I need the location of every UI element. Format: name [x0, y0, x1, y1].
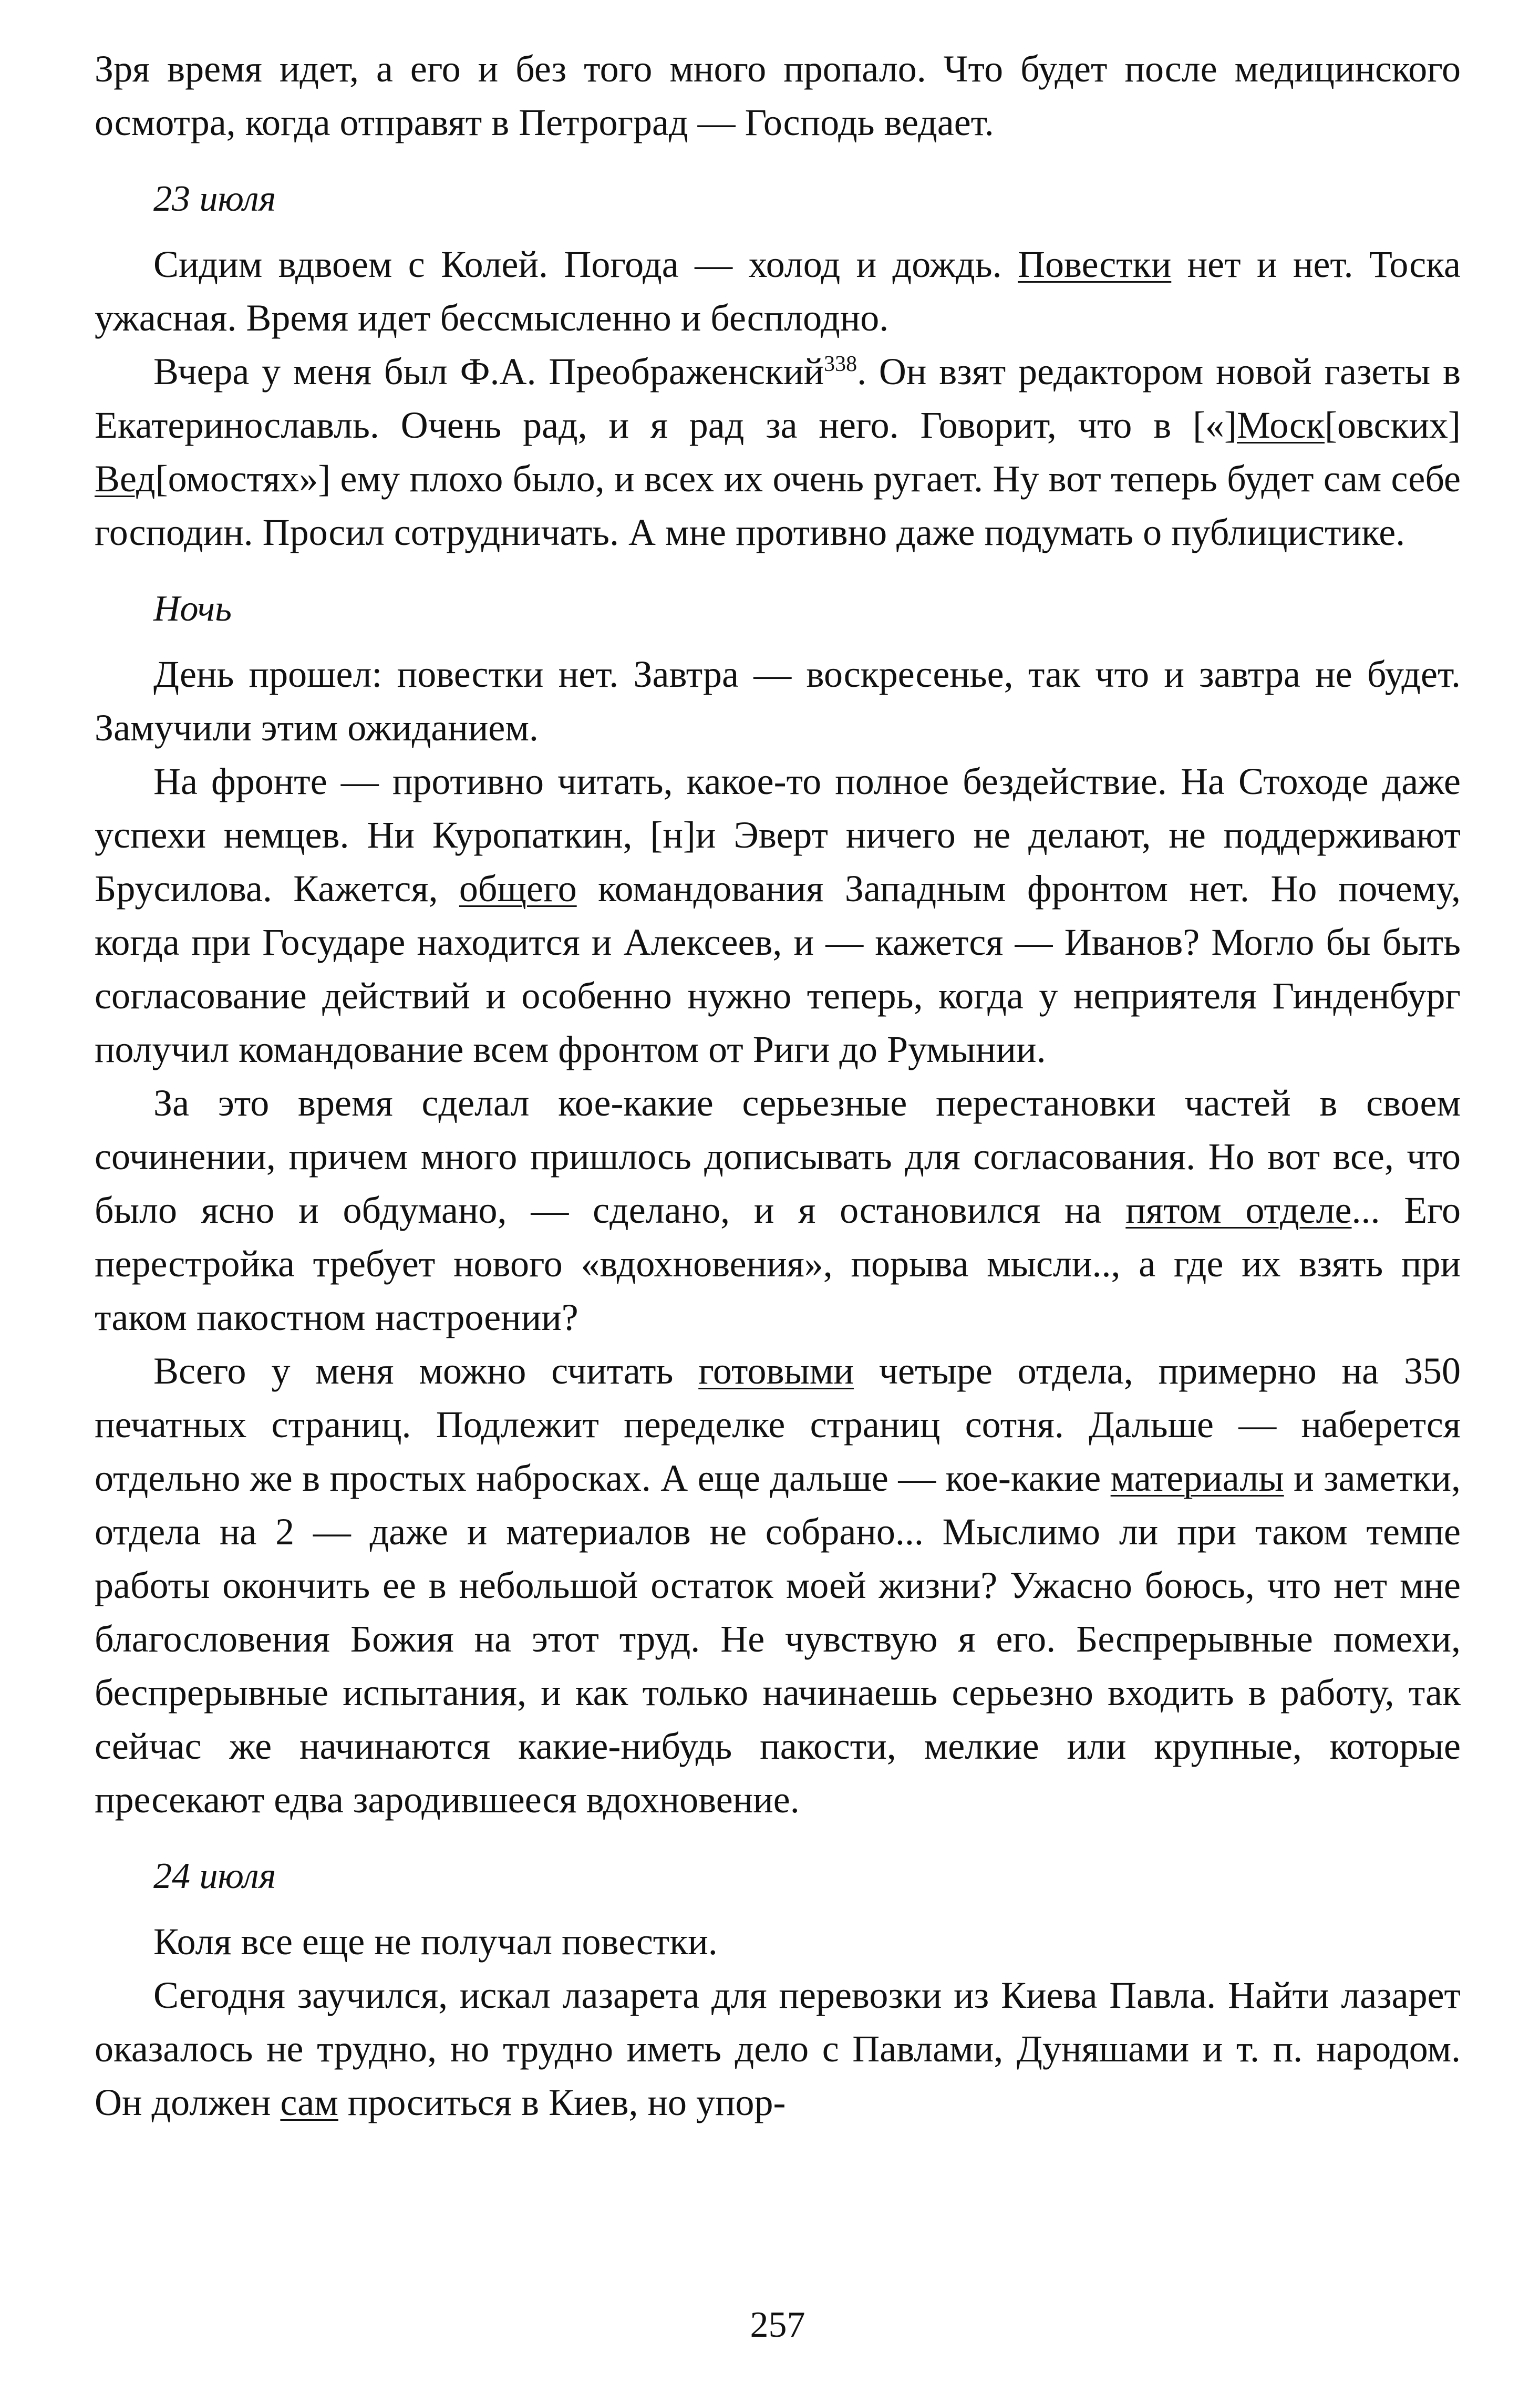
page-text	[95, 42, 1461, 2129]
paragraph-text: За это время сделал кое-какие серьезные перестановки частей в своем сочинении, причем много пришлось дописывать для согласования. Но вот все, что было ясно и обдумано, — сделано, и я остановился на	[95, 1082, 1461, 1231]
date-heading: 23 июля	[153, 179, 276, 219]
paragraph-text: четыре отдела, примерно на 350 печатных страниц. Подлежит переделке страниц сотня. Дальше — наберется отдельно же в простых набросках. А еще дальше — кое-какие	[95, 1350, 1461, 1499]
paragraph-text: нет и нет. Тоска ужасная. Время идет бессмысленно и бесплодно.	[95, 243, 1461, 339]
paragraph-text: ... Его перестройка требует нового «вдохновения», порыва мысли.., а где их взять при таком пакостном настроении?	[95, 1189, 1461, 1338]
paragraph	[95, 1076, 1461, 1344]
paragraph-text: Сидим вдвоем с Колей. Погода — холод и дождь.	[153, 243, 1018, 285]
paragraph-text: Вчера у меня был Ф.А. Преображенский	[153, 350, 824, 393]
paragraph	[95, 42, 1461, 149]
paragraph-text: [овских]	[1325, 404, 1461, 446]
paragraph	[95, 755, 1461, 1076]
underlined-word: общего	[459, 868, 577, 910]
underlined-word: Моск	[1237, 404, 1325, 446]
paragraph-text: и заметки, отдела на 2 — даже и материалов не собрано... Мыслимо ли при таком темпе работы окончить ее в небольшой остаток моей жизни? Ужасно боюсь, что нет мне благословения Божия на этот труд. Не чувствую я его. Беспрерывные помехи, беспрерывные испытания, и как только начинаешь серьезно входить в работу, так сейчас же начинаются какие-нибудь пакости, мелкие или крупные, которые пресекают едва зародившееся вдохновение.	[95, 1457, 1461, 1821]
underlined-word: материалы	[1110, 1457, 1284, 1499]
paragraph	[95, 1968, 1461, 2129]
underlined-word: пятом отделе	[1125, 1189, 1352, 1231]
paragraph	[95, 1344, 1461, 1827]
underlined-word: Повестки	[1018, 243, 1172, 285]
underlined-word: готовыми	[698, 1350, 854, 1392]
paragraph-text: [омостях»] ему плохо было, и всех их очень ругает. Ну вот теперь будет сам себе господин. Просил сотрудничать. А мне противно даже подумать о публицистике.	[95, 458, 1461, 553]
underlined-word: сам	[280, 2081, 338, 2123]
date-heading: Ночь	[153, 589, 232, 629]
paragraph-text: День прошел: повестки нет. Завтра — воскресенье, так что и завтра не будет. Замучили этим ожиданием.	[95, 653, 1461, 749]
paragraph-text: Коля все еще не получал повестки.	[153, 1921, 718, 1963]
paragraph	[95, 238, 1461, 345]
book-page	[95, 42, 1461, 2354]
underlined-word: Вед	[95, 458, 156, 500]
paragraph-text: командования Западным фронтом нет. Но почему, когда при Государе находится и Алексеев, и — кажется — Иванов? Могло бы быть согласование действий и особенно нужно теперь, когда у неприятеля Гинденбург получил командование всем фронтом от Риги до Румынии.	[95, 868, 1461, 1070]
footnote-reference: 338	[824, 352, 857, 376]
paragraph	[95, 1915, 1461, 1968]
paragraph	[95, 345, 1461, 559]
date-heading: 24 июля	[153, 1856, 276, 1896]
paragraph-text: Всего у меня можно считать	[153, 1350, 699, 1392]
paragraph-text: . Он взят редактором новой газеты в Екатеринославль. Очень рад, и я рад за него. Говорит, что в [«]	[95, 350, 1461, 446]
paragraph-text: Зря время идет, а его и без того много пропало. Что будет после медицинского осмотра, когда отправят в Петроград — Господь ведает.	[95, 48, 1461, 143]
paragraph-text: На фронте — противно читать, какое-то полное бездействие. На Стоходе даже успехи немцев. Ни Куропаткин, [н]и Эверт ничего не делают, не поддерживают Брусилова. Кажется,	[95, 760, 1461, 910]
paragraph-text: Сегодня заучился, искал лазарета для перевозки из Киева Павла. Найти лазарет оказалось не трудно, но трудно иметь дело с Павлами, Дуняшами и т. п. народом. Он должен	[95, 1974, 1461, 2123]
page-number: 257	[750, 2305, 805, 2345]
paragraph-text: проситься в Киев, но упор-	[338, 2081, 786, 2123]
paragraph	[95, 647, 1461, 755]
